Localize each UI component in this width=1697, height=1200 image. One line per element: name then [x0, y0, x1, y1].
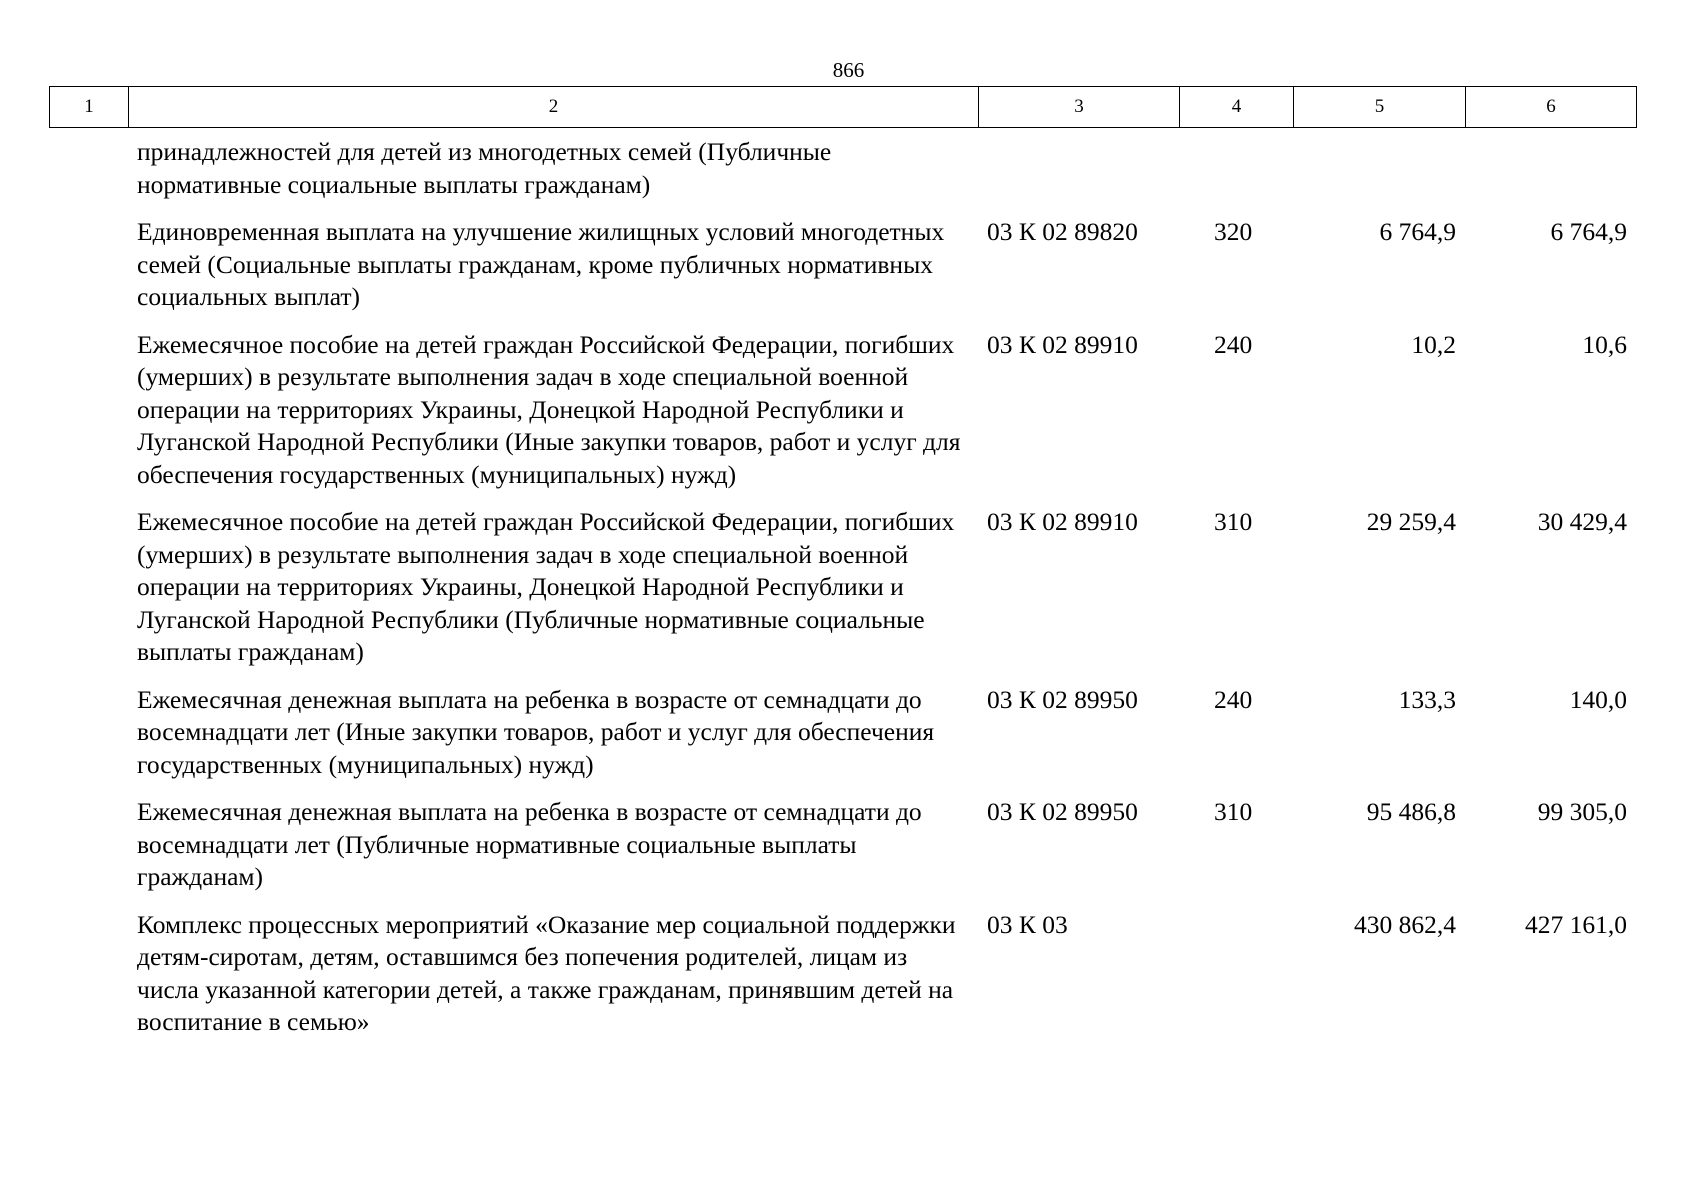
cell-amount-year-1: 10,2 [1411, 329, 1456, 359]
cell-expense-type [1179, 136, 1293, 216]
cell-target-code: 03 К 02 89910 [987, 507, 1138, 536]
cell-expenditure-name: Ежемесячная денежная выплата на ребенка в возрасте от семнадцати до восемнадцати лет (Публичные нормативные социальные выплаты гражданам) [137, 797, 922, 891]
column-header-1: 1 [50, 87, 129, 128]
cell-amount-year-2: 6 764,9 [1550, 217, 1627, 246]
cell-expense-type: 240 [1214, 684, 1253, 714]
page-number: 866 [832, 58, 865, 82]
table-row [49, 684, 1636, 797]
cell-index [49, 216, 128, 329]
column-header-2: 2 [129, 87, 979, 128]
cell-index [49, 329, 128, 507]
cell-index [49, 796, 128, 909]
cell-amount-year-1: 6 764,9 [1379, 217, 1456, 246]
cell-target-code: 03 К 02 89950 [987, 797, 1138, 826]
cell-amount-year-1: 430 862,4 [1354, 909, 1456, 939]
cell-expense-type: 310 [1214, 507, 1253, 536]
column-header-4: 4 [1180, 87, 1294, 128]
cell-index [49, 136, 128, 216]
cell-index [49, 909, 128, 1054]
cell-target-code: 03 К 03 [987, 909, 1068, 939]
cell-index [49, 506, 128, 684]
column-header-6: 6 [1466, 87, 1637, 128]
cell-expenditure-name: принадлежностей для детей из многодетных семей (Публичные нормативные социальные выплаты гражданам) [137, 137, 832, 199]
cell-target-code: 03 К 02 89950 [987, 684, 1138, 714]
table-row [49, 796, 1636, 909]
cell-target-code: 03 К 02 89910 [987, 329, 1138, 359]
cell-amount-year-2: 140,0 [1569, 684, 1627, 714]
cell-expenditure-name: Ежемесячная денежная выплата на ребенка в возрасте от семнадцати до восемнадцати лет (Иные закупки товаров, работ и услуг для обеспечения государственных (муниципальных) нужд) [137, 684, 935, 779]
cell-amount-year-2: 99 305,0 [1537, 797, 1627, 826]
cell-expenditure-name: Комплекс процессных мероприятий «Оказание мер социальной поддержки детям-сиротам, детям, оставшимся без попечения родителей, лицам из числа указанной категории детей, а также гражданам, принявшим детей на воспитание в семью» [137, 909, 956, 1036]
cell-expenditure-name: Ежемесячное пособие на детей граждан Российской Федерации, погибших (умерших) в результате выполнения задач в ходе специальной военной операции на территориях Украины, Донецкой Народной Республики и Луганской Народной Республики (Иные закупки товаров, работ и услуг для обеспечения государственных (муниципальных) нужд) [137, 329, 961, 489]
cell-expenditure-name: Единовременная выплата на улучшение жилищных условий многодетных семей (Социальные выплаты гражданам, кроме публичных нормативных социальных выплат) [137, 217, 945, 311]
cell-amount-year-2 [1465, 136, 1636, 216]
table-row [49, 329, 1636, 507]
cell-expense-type [1179, 909, 1293, 1054]
cell-amount-year-1: 29 259,4 [1366, 507, 1456, 536]
budget-table-body [49, 136, 1636, 1054]
column-header-table [49, 86, 1637, 128]
table-row [49, 506, 1636, 684]
cell-expenditure-name: Ежемесячное пособие на детей граждан Российской Федерации, погибших (умерших) в результате выполнения задач в ходе специальной военной операции на территориях Украины, Донецкой Народной Республики и Луганской Народной Республики (Публичные нормативные социальные выплаты гражданам) [137, 507, 955, 666]
cell-amount-year-1: 133,3 [1398, 684, 1456, 714]
cell-target-code [978, 136, 1179, 216]
cell-expense-type: 310 [1214, 797, 1253, 826]
table-row [49, 909, 1636, 1054]
cell-expense-type: 240 [1214, 329, 1253, 359]
cell-amount-year-2: 30 429,4 [1537, 507, 1627, 536]
cell-expense-type: 320 [1214, 217, 1253, 246]
cell-index [49, 684, 128, 797]
column-header-3: 3 [979, 87, 1180, 128]
cell-target-code: 03 К 02 89820 [987, 217, 1138, 246]
cell-amount-year-1 [1293, 136, 1465, 216]
table-row [49, 136, 1636, 216]
cell-amount-year-2: 427 161,0 [1525, 909, 1627, 939]
column-header-row [50, 87, 1637, 128]
cell-amount-year-2: 10,6 [1582, 329, 1627, 359]
column-header-5: 5 [1294, 87, 1466, 128]
cell-amount-year-1: 95 486,8 [1366, 797, 1456, 826]
table-row [49, 216, 1636, 329]
